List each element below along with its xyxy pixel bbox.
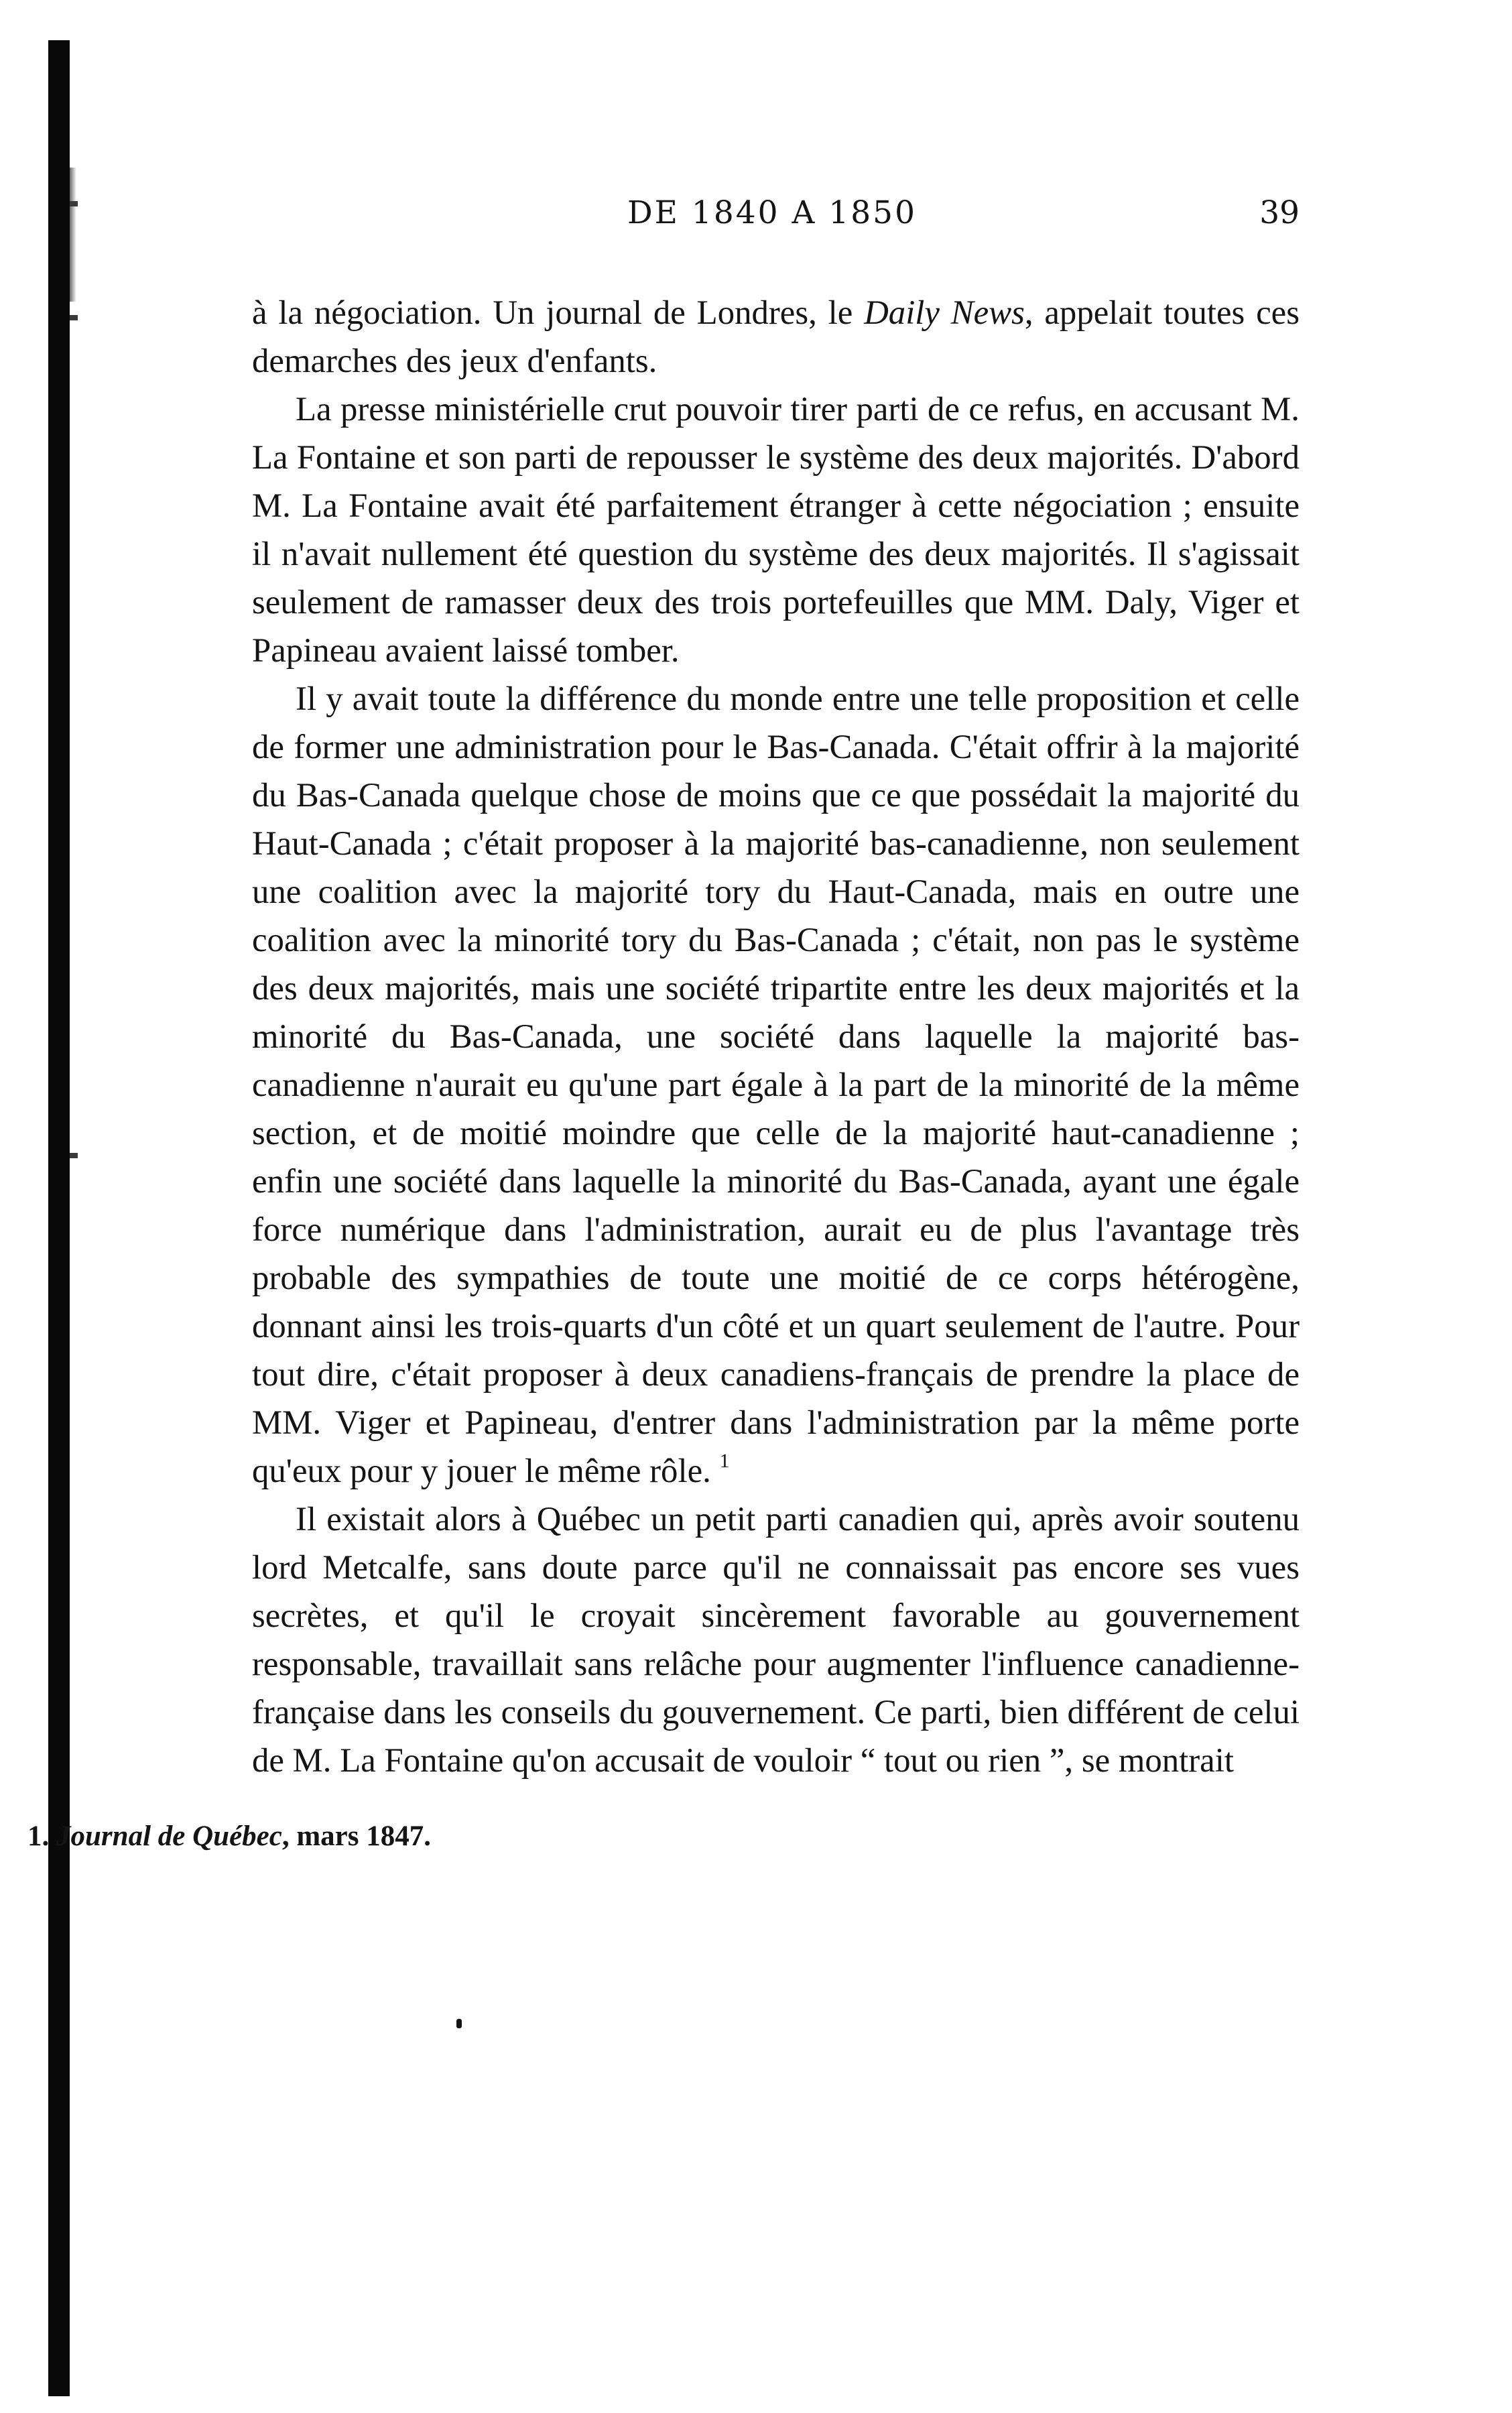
footnote-date: , mars 1847. — [281, 1820, 431, 1852]
scan-speck — [70, 315, 78, 320]
footnote-reference: 1 — [719, 1450, 730, 1472]
paragraph-1 — [252, 288, 1300, 385]
scan-binding-edge — [48, 40, 70, 2396]
body-text — [252, 288, 1300, 1784]
running-header — [252, 188, 1300, 241]
scan-speck — [70, 1153, 78, 1158]
scan-edge-shadow — [70, 168, 76, 302]
scan-speck — [70, 201, 78, 206]
footnote-number: 1. — [27, 1820, 50, 1852]
paragraph-2: La presse ministérielle crut pouvoir tirer parti de ce refus, en accusant M. La Fontaine et son parti de repousser le système des deux majorités. D'abord M. La Fontaine avait été parfaitement étranger à cette négociation ; ensuite il n'avait nullement été question du système des deux majorités. Il s'agissait seulement de ramasser deux des trois portefeuilles que MM. Daly, Viger et Papineau avaient laissé tomber. — [252, 390, 1300, 669]
page-number: 39 — [1259, 194, 1300, 231]
footnote — [27, 1820, 431, 1853]
paragraph-3 — [252, 674, 1300, 1495]
paragraph-4: Il existait alors à Québec un petit parti canadien qui, après avoir soutenu lord Metcalfe, sans doute parce qu'il ne connaissait pas encore ses vues secrètes, et qu'il le croyait sincèrement favorable au gouvernement responsable, travaillait sans relâche pour augmenter l'influence canadienne-française dans les conseils du gouvernement. Ce parti, bien différent de celui de M. La Fontaine qu'on accusait de vouloir “ tout ou rien ”, se montrait — [252, 1500, 1300, 1779]
footnote-source: Journal de Québec — [56, 1820, 282, 1852]
newspaper-title: Daily News — [864, 294, 1025, 331]
paragraph-3-text: Il y avait toute la différence du monde entre une telle proposition et celle de former une administration pour le Bas-Canada. C'était offrir à la majorité du Bas-Canada quelque chose de moins que ce que possédait la majorité du Haut-Canada ; c'était proposer à la majorité bas-canadienne, non seulement une coalition avec la majorité tory du Haut-Canada, mais en outre une coalition avec la minorité tory du Bas-Canada ; c'était, non pas le système des deux majorités, mais une société tripartite entre les deux majorités et la minorité du Bas-Canada, une société dans laquelle la majorité bas-canadienne n'aurait eu qu'une part égale à la part de la minorité de la même section, et de moitié moindre que celle de la majorité haut-canadienne ; enfin une société dans laquelle la minorité du Bas-Canada, ayant une égale force numérique dans l'administration, aurait eu de plus l'avantage très probable des sympathies de toute une moitié de ce corps hétérogène, donnant ainsi les trois-quarts d'un côté et un quart seulement de l'autre. Pour tout dire, c'était proposer à deux canadiens-français de prendre la place de MM. Viger et Papineau, d'entrer dans l'administration par la même porte qu'eux pour y jouer le même rôle. — [252, 680, 1300, 1489]
paragraph-1-before: à la négociation. Un journal de Londres, le — [252, 294, 865, 331]
ink-speck — [456, 2019, 462, 2028]
running-title: DE 1840 A 1850 — [627, 194, 917, 231]
paragraph-1-after: , appelait toutes ces demarches des jeux d'enfants. — [252, 294, 1300, 379]
book-page — [252, 188, 1300, 1784]
